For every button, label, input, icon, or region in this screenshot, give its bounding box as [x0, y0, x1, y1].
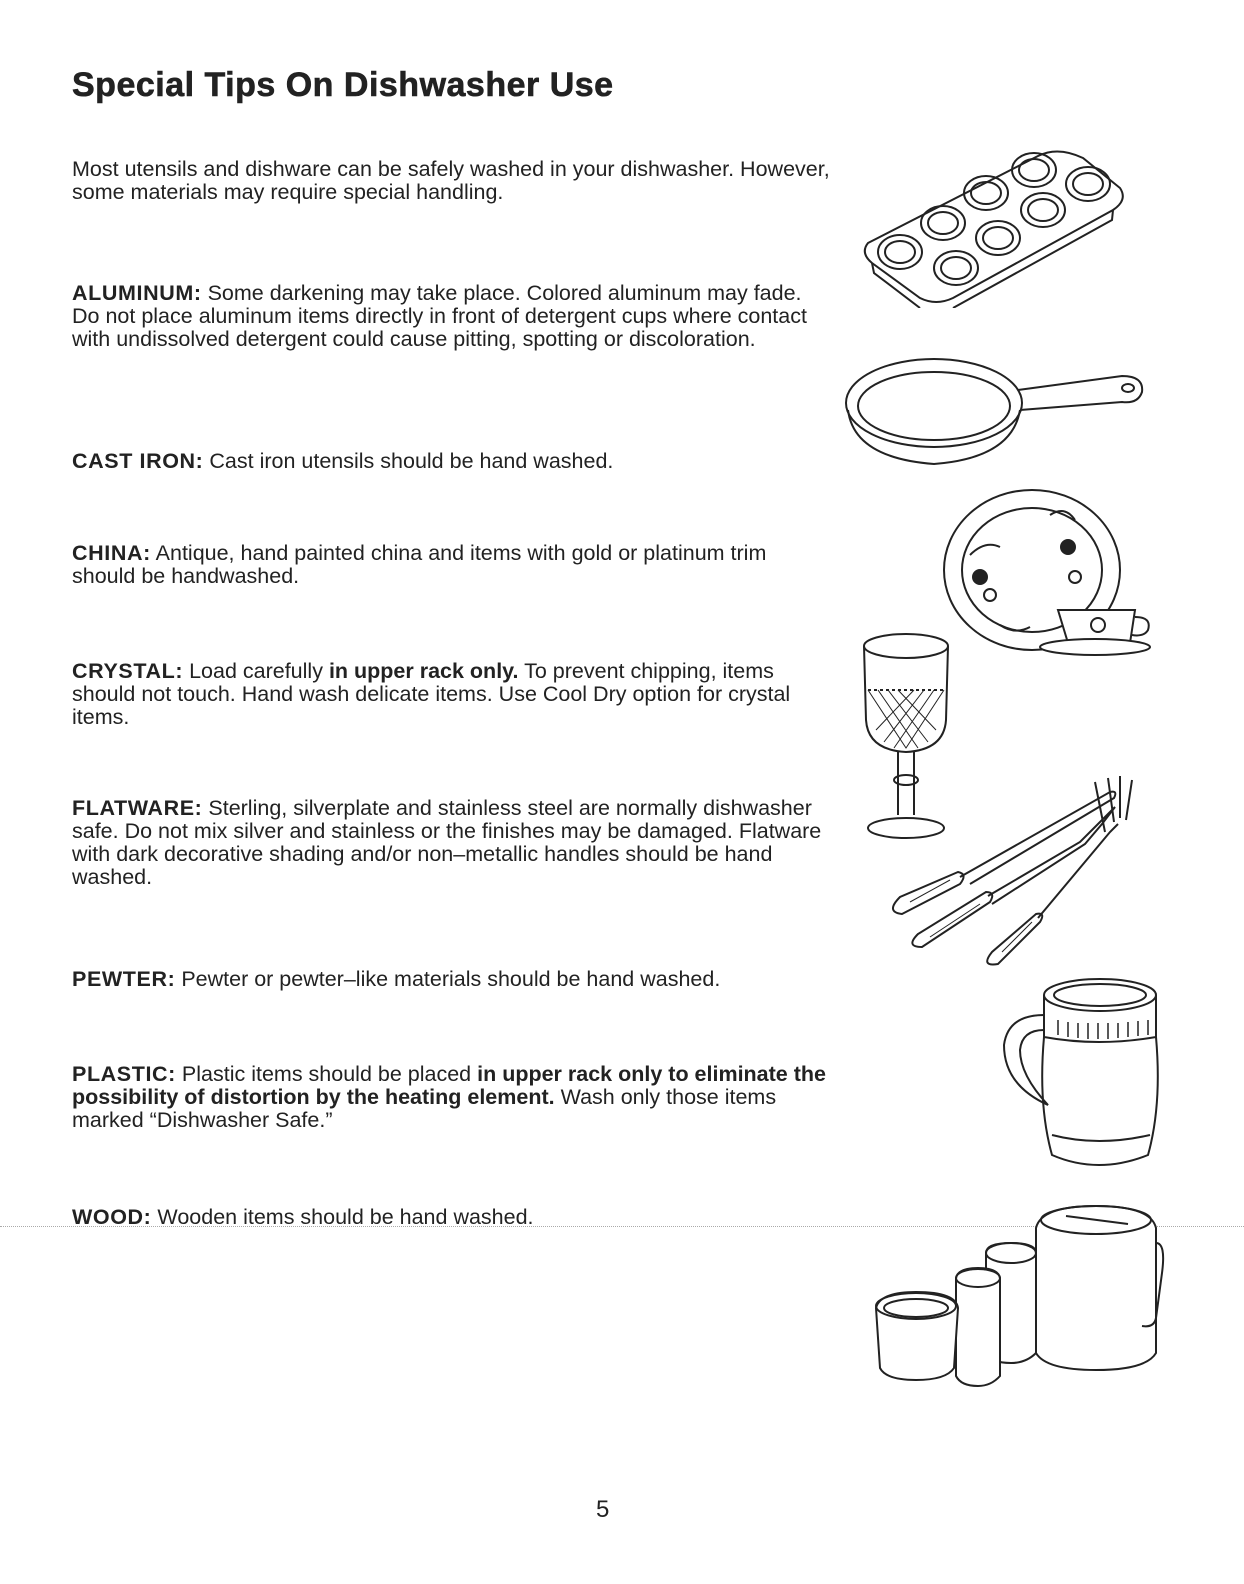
tip-emphasis: in upper rack only.	[328, 659, 519, 683]
tip-plastic	[72, 1063, 832, 1132]
tip-term: ALUMINUM:	[72, 281, 202, 305]
page-number: 5	[596, 1496, 610, 1523]
tip-emphasis: in upper rack only to eliminate the possibility of distortion by the heating element.	[72, 1062, 826, 1109]
tip-term: PEWTER:	[72, 967, 176, 991]
pewter-pitcher-icon	[998, 975, 1163, 1185]
tip-text: Cast iron utensils should be hand washed.	[209, 449, 614, 473]
tip-term: FLATWARE:	[72, 796, 203, 820]
tip-term: CAST IRON:	[72, 449, 204, 473]
plastic-containers-icon	[866, 1198, 1166, 1393]
tip-text: Sterling, silverplate and stainless steel are normally dishwasher safe. Do not mix silver and stainless or the finishes may be damaged. Flatware with dark decorative shading and/or non–metallic handles should be hand washed.	[72, 796, 822, 889]
china-plate-cup-icon	[940, 485, 1155, 665]
tip-flatware	[72, 797, 832, 889]
tip-pewter	[72, 968, 832, 991]
skillet-icon	[842, 348, 1147, 473]
flatware-icon	[880, 772, 1145, 972]
tip-term: PLASTIC:	[72, 1062, 176, 1086]
tip-text: Load carefully	[189, 659, 323, 683]
muffin-pan-icon	[858, 148, 1128, 308]
tip-cast-iron	[72, 450, 832, 473]
tip-china	[72, 542, 832, 588]
tip-text: Pewter or pewter–like materials should be hand washed.	[181, 967, 721, 991]
page-title: Special Tips On Dishwasher Use	[72, 66, 614, 104]
tip-text: Antique, hand painted china and items with gold or platinum trim should be handwashed.	[72, 541, 767, 588]
tip-text: To prevent chipping, items should not touch. Hand wash delicate items. Use Cool Dry option for crystal items.	[72, 659, 791, 729]
tip-term: CRYSTAL:	[72, 659, 184, 683]
tip-text: Wooden items should be hand washed.	[157, 1205, 534, 1229]
tip-text: Plastic items should be placed	[181, 1062, 472, 1086]
tip-aluminum	[72, 282, 832, 351]
tip-text: Some darkening may take place. Colored aluminum may fade. Do not place aluminum items directly in front of detergent cups where contact with undissolved detergent could cause pitting, spotting or discoloration.	[72, 281, 807, 351]
tip-term: CHINA:	[72, 541, 151, 565]
tip-text: Wash only those items marked “Dishwasher Safe.”	[72, 1085, 777, 1132]
intro-paragraph: Most utensils and dishware can be safely washed in your dishwasher. However, some materials may require special handling.	[72, 157, 830, 204]
tip-term: WOOD:	[72, 1205, 152, 1229]
tip-crystal	[72, 660, 832, 729]
